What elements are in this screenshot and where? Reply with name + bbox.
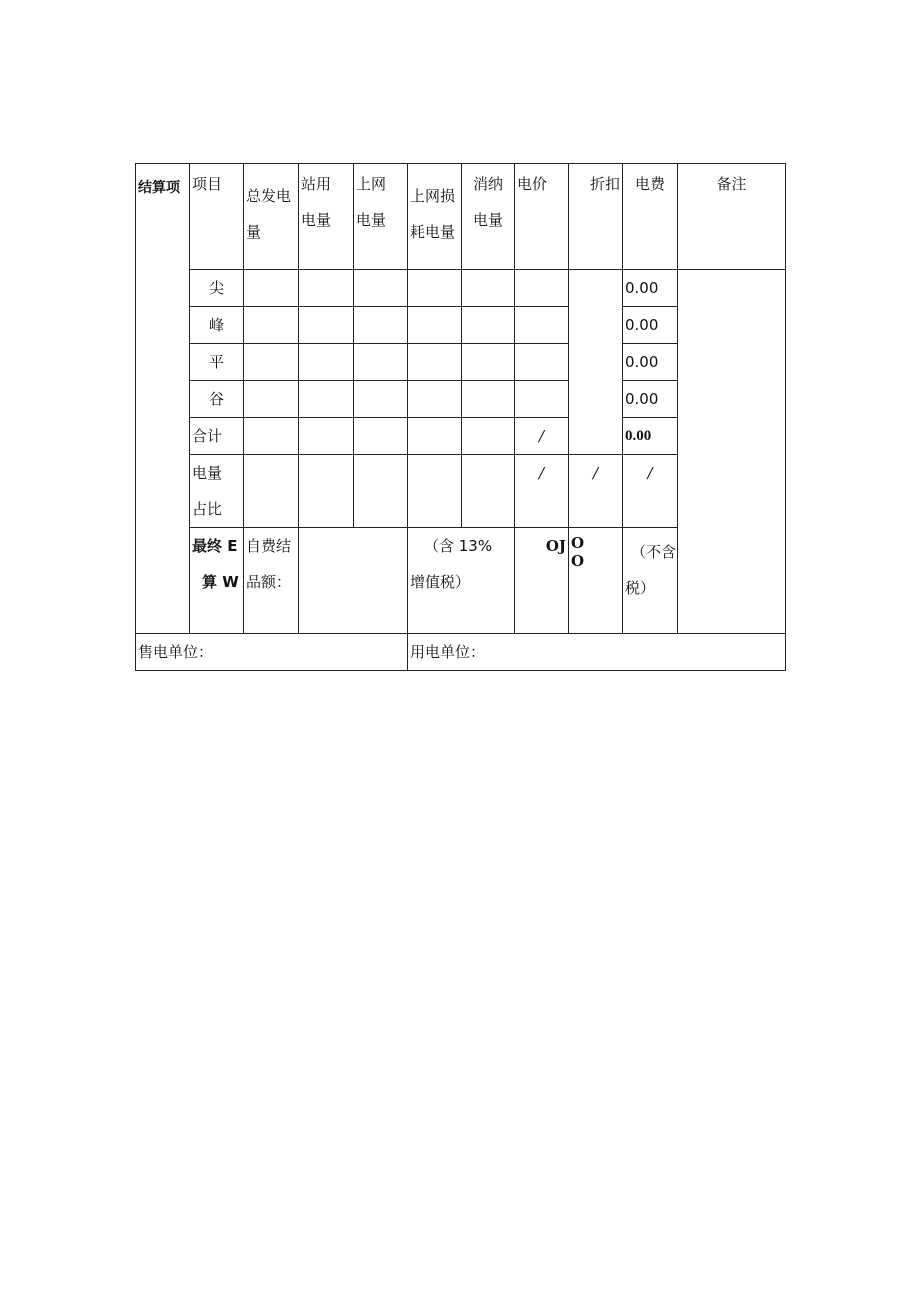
header-discount-text: 折扣 [589,175,620,193]
price-cell [515,381,569,418]
discount-merged-cell [569,270,623,455]
consume-cell [462,381,515,418]
grid-cell [354,270,408,307]
header-remark [678,164,786,270]
grid-cell [354,455,408,528]
footer-row [136,634,786,671]
ratio-fee-slash: / [647,464,653,482]
fee-cell [623,381,678,418]
header-total-gen-line2: 量 [246,223,262,241]
final-oo-cell [569,528,623,634]
grid-loss-cell [408,344,462,381]
header-fee-text: 电费 [634,175,665,193]
ratio-item [190,455,244,528]
consume-cell [462,344,515,381]
ratio-fee-cell [623,455,678,528]
fee-value: 0.00 [625,353,659,371]
final-tax-excl-cell [623,528,678,634]
station-use-cell [299,455,354,528]
final-tax-incl-cell [408,528,515,634]
row-item-text: 尖 [208,279,224,297]
header-consume [462,164,515,270]
total-fee-value: 0.00 [625,428,652,444]
total-item-text: 合计 [192,427,223,445]
total-gen-cell [244,381,299,418]
fee-value: 0.00 [625,279,659,297]
final-oj-text: OJ [545,537,566,555]
final-tax-incl-line1: （含 13% [424,537,493,555]
row-item [190,307,244,344]
header-remark-text: 备注 [716,175,747,193]
total-fee-cell [623,418,678,455]
header-item-text: 项目 [192,175,223,193]
total-gen-cell [244,418,299,455]
total-gen-cell [244,307,299,344]
table-row [136,270,786,307]
header-station-use-line2: 电量 [301,211,332,229]
station-use-cell [299,381,354,418]
consume-cell [462,418,515,455]
grid-loss-cell [408,455,462,528]
grid-loss-cell [408,381,462,418]
grid-cell [354,381,408,418]
fee-cell [623,307,678,344]
header-grid-loss-line1: 上网损 [410,187,456,205]
ratio-price-slash: / [538,464,545,482]
header-grid [354,164,408,270]
total-gen-cell [244,455,299,528]
header-discount [569,164,623,270]
seller-label: 售电单位： [138,643,214,661]
final-oo-line1: O [571,534,585,552]
row-item [190,270,244,307]
buyer-label: 用电单位： [410,643,486,661]
side-label-cell [136,164,190,634]
final-amount-line1: 自费结 [246,537,292,555]
header-consume-line2: 电量 [472,211,503,229]
final-oo-line2: O [571,552,585,570]
final-label-line2: 算 W [202,573,239,591]
header-consume-line1: 消纳 [472,175,503,193]
price-cell [515,307,569,344]
ratio-discount-slash: / [592,464,599,482]
final-amount-line2: 品额： [246,573,292,591]
ratio-item-line1: 电量 [192,464,223,482]
station-use-cell [299,344,354,381]
total-price-cell [515,418,569,455]
final-amount-label-cell [244,528,299,634]
ratio-price-cell [515,455,569,528]
header-price-text: 电价 [517,175,548,193]
grid-loss-cell [408,418,462,455]
header-station-use [299,164,354,270]
row-item-text: 平 [208,353,224,371]
total-item [190,418,244,455]
fee-value: 0.00 [625,316,659,334]
fee-value: 0.00 [625,390,659,408]
header-price [515,164,569,270]
grid-cell [354,344,408,381]
ratio-item-line2: 占比 [192,500,223,518]
ratio-discount-cell [569,455,623,528]
header-row [136,164,786,270]
row-item-text: 谷 [208,390,224,408]
final-amount-value-cell [299,528,408,634]
final-tax-excl-line2: 税） [625,579,656,597]
final-oj-cell [515,528,569,634]
fee-cell [623,344,678,381]
price-cell [515,344,569,381]
header-grid-loss-line2: 耗电量 [410,223,456,241]
total-gen-cell [244,344,299,381]
buyer-cell [408,634,786,671]
consume-cell [462,455,515,528]
seller-cell [136,634,408,671]
final-label-line1: 最终 E [192,537,238,555]
final-tax-incl-line2: 增值税） [410,573,471,591]
header-fee [623,164,678,270]
total-price-slash: / [538,427,545,445]
grid-loss-cell [408,270,462,307]
header-grid-loss [408,164,462,270]
consume-cell [462,307,515,344]
header-item [190,164,244,270]
grid-loss-cell [408,307,462,344]
final-tax-excl-line1: （不含 [631,543,677,561]
fee-cell [623,270,678,307]
station-use-cell [299,270,354,307]
station-use-cell [299,418,354,455]
side-label: 结算项 [138,180,180,196]
consume-cell [462,270,515,307]
final-label-cell [190,528,244,634]
header-grid-line1: 上网 [356,175,387,193]
remark-merged-cell [678,270,786,634]
row-item [190,381,244,418]
settlement-table [135,163,786,671]
grid-cell [354,418,408,455]
header-station-use-line1: 站用 [301,175,332,193]
row-item [190,344,244,381]
header-total-gen-line1: 总发电 [246,187,292,205]
price-cell [515,270,569,307]
header-total-gen [244,164,299,270]
row-item-text: 峰 [208,316,224,334]
header-grid-line2: 电量 [356,211,387,229]
station-use-cell [299,307,354,344]
grid-cell [354,307,408,344]
total-gen-cell [244,270,299,307]
